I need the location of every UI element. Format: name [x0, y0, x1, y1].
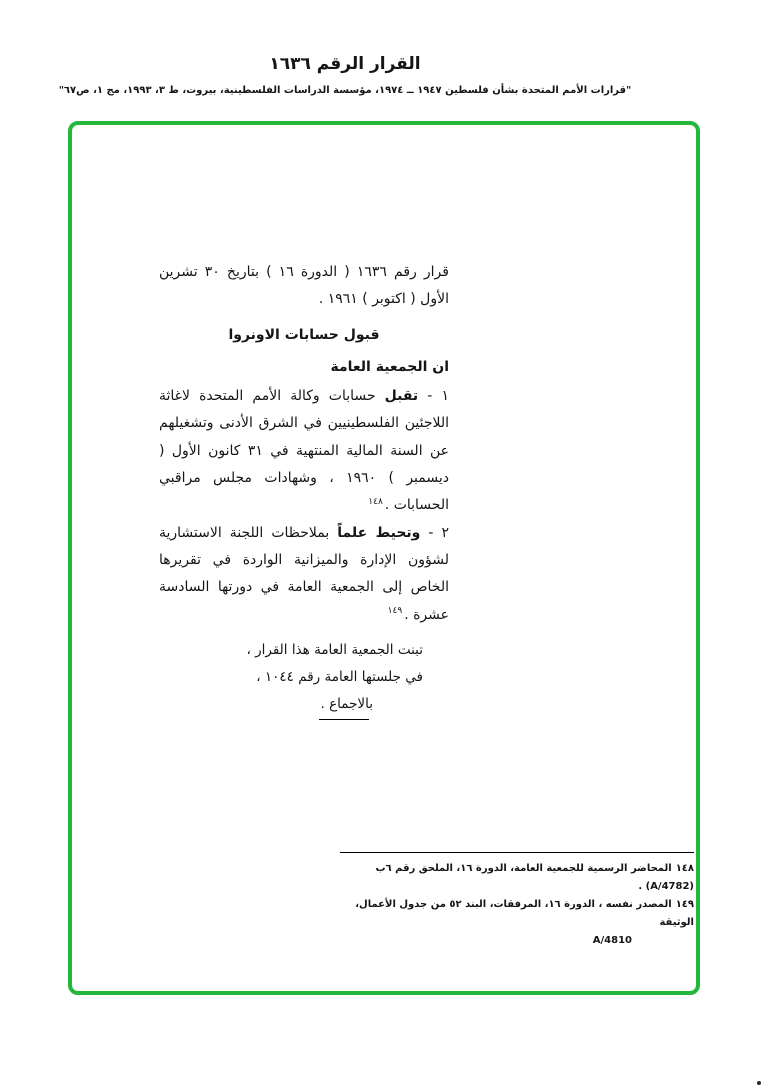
- opening-clause: ان الجمعية العامة: [330, 358, 449, 375]
- item-lead-word: تقبل: [384, 388, 419, 405]
- highlight-frame: [68, 121, 700, 995]
- footnote-149: [340, 896, 694, 932]
- footnote-ref-marker: ١٤٩: [387, 605, 403, 616]
- document-symbol: A/4810: [592, 935, 632, 946]
- footnote-ref-marker: ١٤٨: [368, 496, 383, 507]
- resolution-date-line: قرار رقم ١٦٣٦ ( الدورة ١٦ ) بتاريخ ٣٠ تشرين الأول ( اكتوبر ) ١٩٦١ .: [159, 264, 449, 308]
- footnote-148: [340, 860, 694, 896]
- item-number: ١ -: [418, 388, 449, 405]
- operative-paragraph-1: [159, 383, 449, 519]
- adoption-line: بالاجماع .: [320, 695, 373, 712]
- item-text: بملاحظات اللجنة الاستشارية لشؤون الإدارة والميزانية الواردة في تقريرها الخاص إلى الجمعية العامة في دورتها السادسة عشرة .: [159, 524, 449, 623]
- footnote-text: المحاضر الرسمية للجمعية العامة، الدورة ١٦، الملحق رقم ٦ب (A/4782) .: [375, 863, 694, 892]
- footnotes-section: [340, 852, 694, 950]
- footnote-number: ١٤٩: [675, 899, 694, 910]
- footnote-number: ١٤٨: [675, 863, 694, 874]
- item-number: ٢ -: [420, 524, 449, 541]
- resolution-body: [159, 259, 449, 720]
- resolution-number-title: القرار الرقم ١٦٣٦: [269, 54, 421, 74]
- footnote-document-number: [340, 932, 694, 950]
- item-lead-word: وتحيط علماً: [337, 524, 421, 541]
- operative-paragraph-2: [159, 520, 449, 629]
- adoption-line: تبنت الجمعية العامة هذا القرار ،: [246, 641, 423, 658]
- resolution-subject-title: قبول حسابات الاونروا: [228, 326, 380, 343]
- item-text: حسابات وكالة الأمم المتحدة لاغاثة اللاجئين الفلسطينيين في الشرق الأدنى وتشغيلهم عن السنة المالية المنتهية في ٣١ كانون الأول ( ديسمبر ) ١٩٦٠ ، وشهادات مجلس مراقبي الحسابات .: [159, 388, 449, 514]
- footnote-text: المصدر نفسه ، الدورة ١٦، المرفقات، البند ٥٢ من جدول الأعمال، الوثيقة: [355, 899, 694, 928]
- scan-artifact: [757, 1081, 761, 1085]
- underline-rule: [319, 719, 369, 720]
- adoption-note: [159, 637, 449, 720]
- source-citation: "قرارات الأمم المتحدة بشأن فلسطين ١٩٤٧ ــ ١٩٧٤، مؤسسة الدراسات الفلسطينية، بيروت، ط ٣، ١٩٩٣، مج ١، ص٦٧": [58, 85, 632, 96]
- document-header: [0, 54, 690, 96]
- adoption-line: في جلستها العامة رقم ١٠٤٤ ،: [256, 668, 423, 685]
- footnote-separator-rule: [340, 852, 694, 853]
